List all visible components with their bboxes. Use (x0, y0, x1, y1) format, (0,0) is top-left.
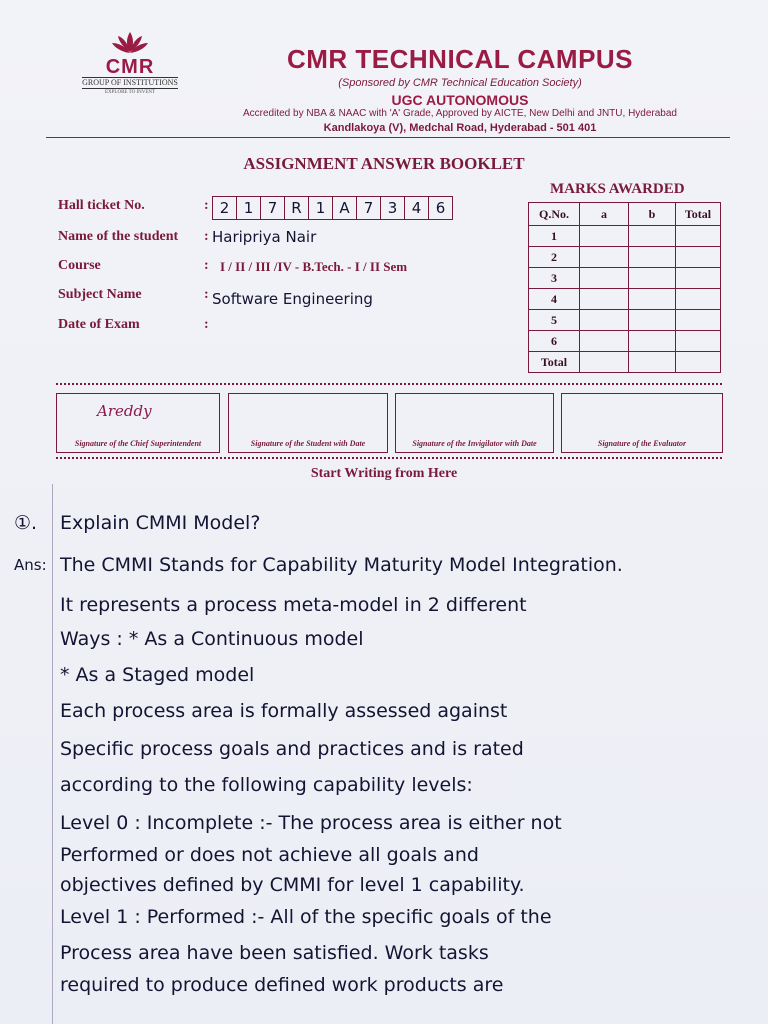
table-row (529, 331, 721, 352)
question-text: Explain CMMI Model? (60, 512, 261, 534)
answer-line: It represents a process meta-model in 2 different (60, 594, 527, 616)
logo-tagline: EXPLORE TO INVENT (104, 90, 156, 95)
marks-header: Total (676, 203, 721, 226)
signature-label: Signature of the Student with Date (250, 439, 366, 448)
booklet-title: ASSIGNMENT ANSWER BOOKLET (243, 154, 525, 173)
ticket-char: 1 (308, 196, 333, 220)
sponsor-line: (Sponsored by CMR Technical Education Society) (338, 77, 582, 89)
subject-value: Software Engineering (212, 290, 373, 308)
student-name-label: Name of the student (58, 229, 179, 244)
qno-cell: 6 (529, 331, 580, 352)
answer-line: Performed or does not achieve all goals and (60, 844, 479, 866)
colon: : (204, 258, 209, 273)
ticket-char: 7 (356, 196, 381, 220)
marks-header: b (629, 203, 676, 226)
signature-label: Signature of the Invigilator with Date (412, 439, 537, 448)
accreditation-line: Accredited by NBA & NAAC with 'A' Grade, Approved by AICTE, New Delhi and JNTU, Hyderabad (242, 108, 677, 119)
answer-line: required to produce defined work products are (60, 974, 504, 996)
marks-header: Q.No. (529, 203, 580, 226)
ticket-char: 6 (428, 196, 453, 220)
colon: : (204, 198, 209, 213)
institution-title: CMR TECHNICAL CAMPUS (286, 44, 634, 74)
dotted-divider (56, 457, 722, 459)
answer-line: Specific process goals and practices and is rated (60, 738, 524, 760)
signature-box-invigilator (395, 393, 554, 453)
signature-box-evaluator (561, 393, 723, 453)
ticket-char: 3 (380, 196, 405, 220)
address-line: Kandlakoya (V), Medchal Road, Hyderabad - 501 401 (323, 122, 597, 134)
header-divider (46, 137, 730, 138)
course-options: I / II / III /IV - B.Tech. - I / II Sem (220, 259, 408, 274)
autonomous-line: UGC AUTONOMOUS (391, 92, 529, 108)
table-row (529, 268, 721, 289)
ticket-char: 2 (212, 196, 237, 220)
marks-header-row (529, 203, 721, 226)
chief-signature: Areddy (97, 402, 152, 420)
answer-line: * As a Staged model (60, 664, 255, 686)
answer-line: Each process area is formally assessed against (60, 700, 508, 722)
colon: : (204, 317, 209, 332)
ticket-char: R (284, 196, 309, 220)
hall-ticket-label: Hall ticket No. (58, 198, 145, 213)
ticket-char: 7 (260, 196, 285, 220)
qno-cell: 5 (529, 310, 580, 331)
qno-cell: 3 (529, 268, 580, 289)
signature-label: Signature of the Chief Superintendent (74, 439, 202, 448)
ticket-char: A (332, 196, 357, 220)
course-label: Course (58, 258, 101, 273)
question-number: ①. (14, 512, 38, 534)
qno-cell: 4 (529, 289, 580, 310)
cmr-logo (78, 28, 182, 106)
qno-cell: 2 (529, 247, 580, 268)
answer-line: Ways : * As a Continuous model (60, 628, 364, 650)
subject-label: Subject Name (58, 287, 142, 302)
hall-ticket-boxes (212, 196, 452, 220)
answer-line: objectives defined by CMMI for level 1 capability. (60, 874, 525, 896)
lotus-icon (110, 28, 150, 58)
colon: : (204, 229, 209, 244)
answer-line: The CMMI Stands for Capability Maturity Model Integration. (60, 554, 623, 576)
start-writing-label: Start Writing from Here (310, 466, 458, 481)
answer-line: according to the following capability levels: (60, 774, 473, 796)
signature-box-student (228, 393, 388, 453)
signature-box-chief (56, 393, 220, 453)
table-row (529, 289, 721, 310)
table-row (529, 310, 721, 331)
ticket-char: 4 (404, 196, 429, 220)
logo-group: GROUP OF INSTITUTIONS (82, 78, 178, 87)
answer-line: Level 1 : Performed :- All of the specific goals of the (60, 906, 552, 928)
marks-table (528, 202, 721, 373)
marks-header: a (580, 203, 629, 226)
student-name-value: Haripriya Nair (212, 228, 317, 246)
answer-label: Ans: (14, 556, 47, 574)
logo-wordmark: CMR (105, 56, 155, 78)
signature-label: Signature of the Evaluator (597, 439, 687, 448)
table-row (529, 226, 721, 247)
marks-awarded-title: MARKS AWARDED (550, 181, 685, 197)
answer-line: Process area have been satisfied. Work tasks (60, 942, 489, 964)
dotted-divider (56, 383, 722, 385)
colon: : (204, 287, 209, 302)
date-label: Date of Exam (58, 317, 140, 332)
ticket-char: 1 (236, 196, 261, 220)
table-row (529, 352, 721, 373)
answer-line: Level 0 : Incomplete :- The process area is either not (60, 812, 562, 834)
qno-cell: Total (529, 352, 580, 373)
qno-cell: 1 (529, 226, 580, 247)
margin-line (52, 484, 53, 1024)
table-row (529, 247, 721, 268)
